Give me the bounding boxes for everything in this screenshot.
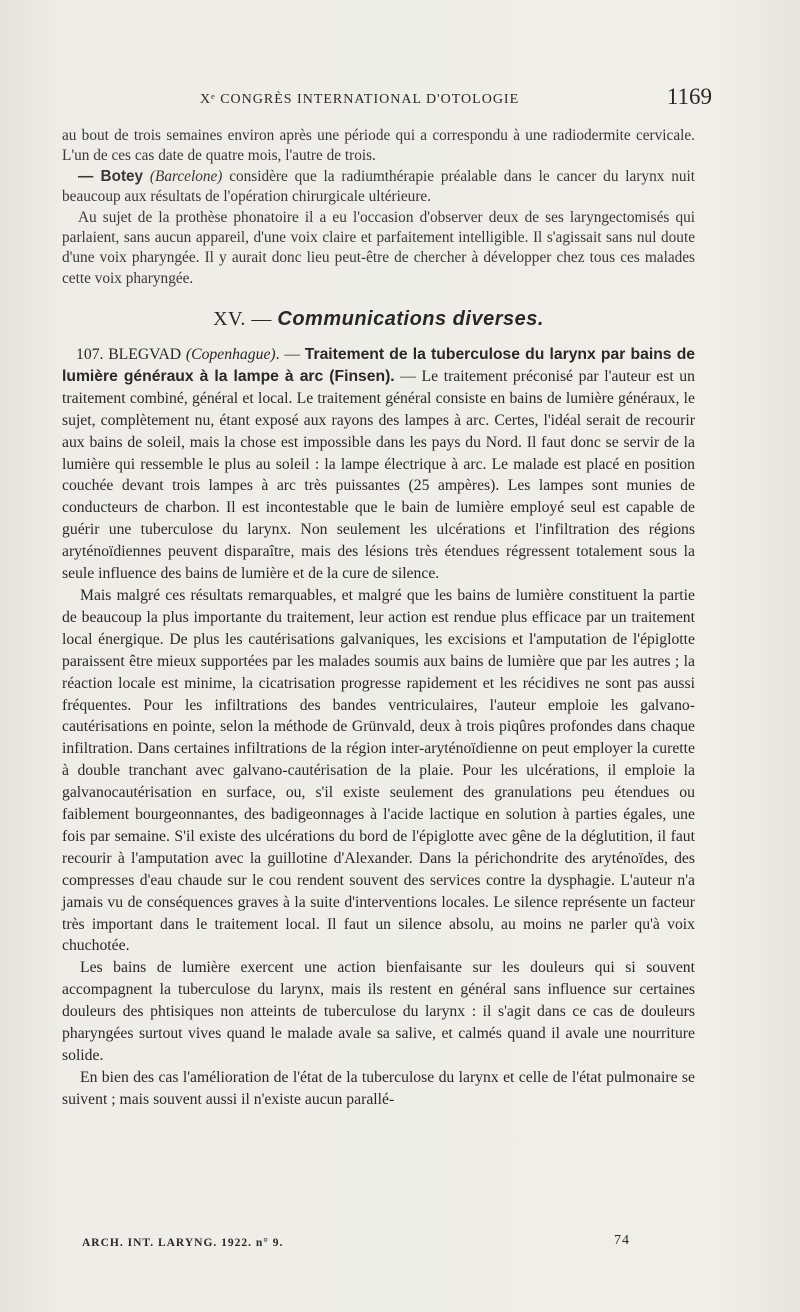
page-footer (82, 1233, 630, 1249)
article-title: Traitement de la tuberculose du larynx par bains de lumière généraux à la lampe à arc (Finsen). (62, 346, 696, 385)
article-dash: . — (275, 346, 305, 363)
running-title: Xᵉ CONGRÈS INTERNATIONAL D'OTOLOGIE (200, 92, 520, 107)
author-place: (Barcelone) (149, 167, 223, 185)
paragraph (62, 344, 695, 585)
paragraph: Au sujet de la prothèse phonatoire il a eu l'occasion d'observer deux de ses laryngectomisés qui parlaient, sans aucun appareil, d'une voix claire et parfaitement intelligible. Il s'agissait sans nul doute d'une voix pharyngée. Il y aurait donc lieu peut-être de chercher à développer chez tous ces malades cette voix pharyngée. (62, 208, 695, 287)
paragraph-text: — Le traitement préconisé par l'auteur est un traitement combiné, général et local. Le traitement général consiste en bains de lumière généraux, le sujet, complètement nu, étant exposé aux rayons des lampes à arc. Certes, l'idéal serait de recourir aux bains de soleil, mais la chose est impossible dans les pays du Nord. Il faut donc se servir de la lumière qui ressemble le plus au soleil : la lampe électrique à arc. Le malade est placé en position couchée devant trois lampes à arc très puissantes (25 ampères). Les lampes sont munies de conducteurs de charbon. Il est incontestable que le bain de lumière employé seul est capable de guérir une tuberculose du larynx. Non seulement les ulcérations et l'infiltration des régions aryténoïdiennes peuvent disparaître, mais des lésions très étendues régressent totalement sous la seule influence des bains de lumière et de la cure de silence. (62, 367, 695, 583)
signature-mark: 74 (614, 1233, 630, 1248)
page-number: 1169 (666, 84, 712, 109)
paragraph: En bien des cas l'amélioration de l'état de la tuberculose du larynx et celle de l'état pulmonaire se suivent ; mais souvent aussi il n'existe aucun parallé- (62, 1068, 695, 1108)
author-name: — Botey (78, 167, 144, 185)
journal-reference: ARCH. INT. LARYNG. 1922. n° 9. (82, 1237, 284, 1249)
paragraph (62, 167, 695, 208)
article-lead: 107. BLEGVAD (76, 346, 186, 363)
paragraph: au bout de trois semaines environ après une période qui a correspondu à une radiodermite cervicale. L'un de ces cas date de quatre mois, l'autre de trois. (62, 127, 695, 165)
article-place: (Copenhague) (185, 346, 276, 363)
paragraph: Mais malgré ces résultats remarquables, et malgré que les bains de lumière constituent la partie de beaucoup la plus importante du traitement, leur action est rendue plus efficace par un traitement local énergique. De plus les cautérisations galvaniques, les excisions et l'amputation de l'épiglotte paraissent être mieux supportées par les malades soumis aux bains de lumière que par les autres ; la réaction locale est minime, la cicatrisation progresse rapidement et les récidives ne sont pas aussi fréquentes. Pour les infiltrations des bandes ventriculaires, l'auteur emploie les galvano-cautérisations en pointe, selon la méthode de Grünvald, deux à trois piqûres profondes dans chaque infiltration. Dans certaines infiltrations de la région inter-aryténoïdienne on peut employer la curette à double tranchant avec galvano-cautérisation de la plaie. Pour les ulcérations, il emploie la galvanocautérisation en surface, ou, s'il existe seulement des granulations peu étendues ou faiblement bourgeonnantes, des badigeonnages à l'acide lactique en solution à parties égales, une fois par semaine. S'il existe des ulcérations du bord de l'épiglotte avec gêne de la déglutition, il faut recourir à l'amputation avec la guillotine d'Alexander. Dans la périchondrite des aryténoïdes, des compresses d'eau chaude sur le cou rendent souvent des services contre la dysphagie. L'auteur n'a jamais vu de conséquences graves à la suite d'interventions locales. Le silence représente un facteur très important dans le traitement local. Il faut un silence absolu, au moins ne parler qu'à voix chuchotée. (62, 586, 695, 955)
section-title: Communications diverses. (277, 308, 544, 330)
paragraph: Les bains de lumière exercent une action bienfaisante sur les douleurs qui si souvent accompagnent la tuberculose du larynx, mais ils restent en général sans influence sur certaines douleurs des phtisiques non atteints de tuberculose du larynx : il s'agit dans ce cas de douleurs pharyngées surtout vives quand le malade avale sa salive, et calmés quand il avale une nourriture solide. (62, 959, 695, 1064)
section-number: XV. — (213, 308, 278, 330)
intro-text (62, 126, 695, 289)
section-heading (62, 308, 695, 331)
article-body (62, 344, 695, 1111)
page-header (60, 84, 712, 116)
paragraph-text: considère que la radiumthérapie préalable dans le cancer du larynx nuit beaucoup aux résultats de l'opération chirurgicale ultérieure. (62, 167, 696, 206)
